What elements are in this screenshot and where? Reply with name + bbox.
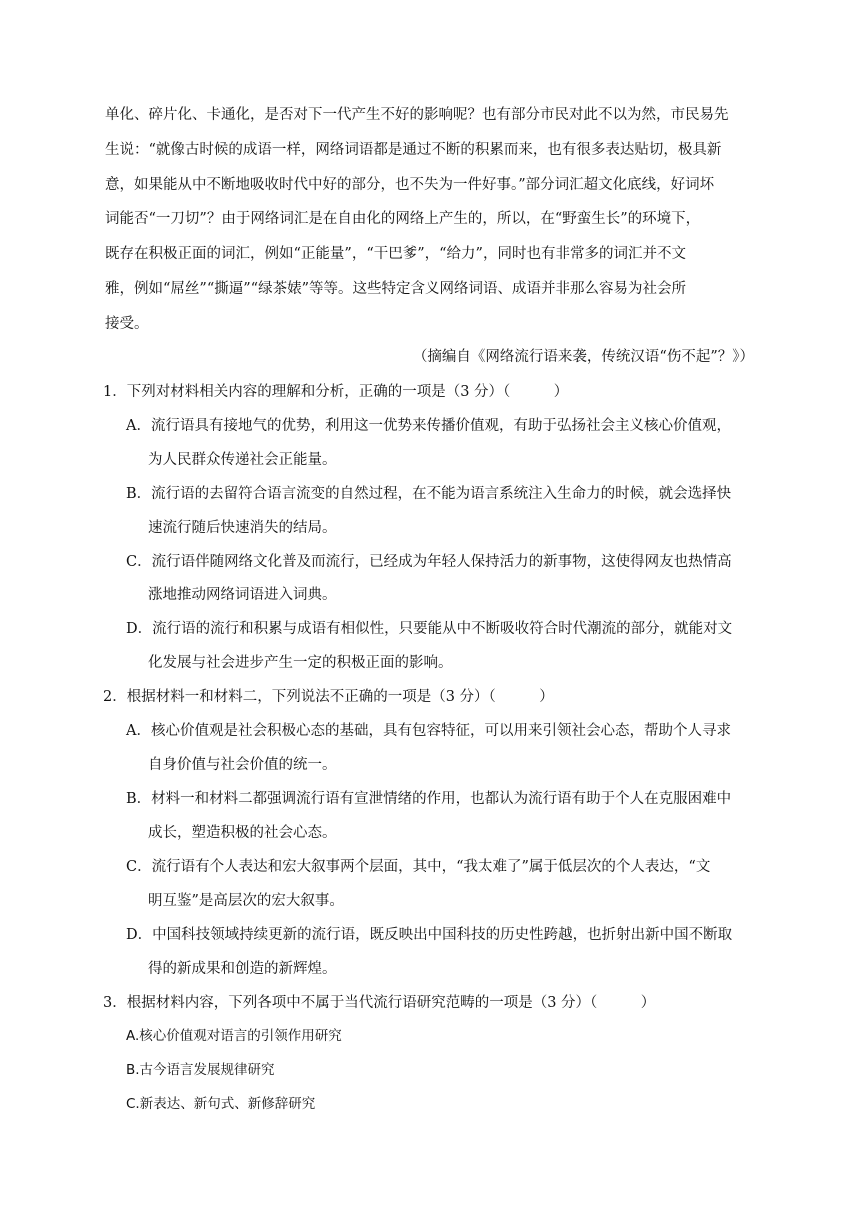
passage-line: 单化、碎片化、卡通化，是否对下一代产生不好的影响呢？也有部分市民对此不以为然，市民易先 [105, 107, 729, 123]
q3-option-b[interactable]: B.古今语言发展规律研究 [126, 1062, 275, 1078]
question-2-stem: 2．根据材料一和材料二，下列说法不正确的一项是（3 分）（ ） [103, 689, 554, 705]
passage-line: 生说：“就像古时候的成语一样，网络词语都是通过不断的积累而来，也有很多表达贴切，极具新 [105, 142, 722, 158]
question-3-stem: 3．根据材料内容，下列各项中不属于当代流行语研究范畴的一项是（3 分）（ ） [103, 995, 656, 1011]
q1-option-b[interactable]: B．流行语的去留符合语言流变的自然过程，在不能为语言系统注入生命力的时候，就会选择快 [126, 486, 732, 502]
q1-option-d[interactable]: D．流行语的流行和积累与成语有相似性，只要能从中不断吸收符合时代潮流的部分，就能对文 [126, 621, 733, 637]
q2-option-a[interactable]: A．核心价值观是社会积极心态的基础，具有包容特征，可以用来引领社会心态，帮助个人寻求 [126, 723, 731, 739]
passage-source: （摘编自《网络流行语来袭，传统汉语“伤不起”？》） [412, 349, 754, 365]
q1-option-a-cont: 为人民群众传递社会正能量。 [148, 452, 337, 468]
q1-option-a[interactable]: A．流行语具有接地气的优势，利用这一优势来传播价值观，有助于弘扬社会主义核心价值观， [126, 418, 731, 434]
q1-option-b-cont: 速流行随后快速消失的结局。 [148, 520, 337, 536]
q2-option-b[interactable]: B．材料一和材料二都强调流行语有宣泄情绪的作用，也都认为流行语有助于个人在克服困难中 [126, 791, 732, 807]
q2-option-a-cont: 自身价值与社会价值的统一。 [148, 757, 337, 773]
passage-line: 接受。 [105, 316, 149, 332]
q3-option-a[interactable]: A.核心价值观对语言的引领作用研究 [126, 1028, 342, 1044]
q2-option-d-cont: 得的新成果和创造的新辉煌。 [148, 961, 337, 977]
q2-option-c-cont: 明互鉴”是高层次的宏大叙事。 [148, 893, 344, 909]
q2-option-b-cont: 成长，塑造积极的社会心态。 [148, 825, 337, 841]
question-1-stem: 1．下列对材料相关内容的理解和分析，正确的一项是（3 分）（ ） [103, 384, 569, 400]
passage-line: 意，如果能从中不断地吸收时代中好的部分，也不失为一件好事。”部分词汇超文化底线，好词坏 [105, 177, 715, 193]
q1-option-d-cont: 化发展与社会进步产生一定的积极正面的影响。 [148, 655, 453, 671]
q2-option-c[interactable]: C．流行语有个人表达和宏大叙事两个层面，其中，“我太难了”属于低层次的个人表达，“文 [126, 859, 711, 875]
passage-line: 雅，例如“屌丝”“撕逼”“绿茶婊”等等。这些特定含义网络词语、成语并非那么容易为社会所 [105, 281, 686, 297]
q2-option-d[interactable]: D．中国科技领域持续更新的流行语，既反映出中国科技的历史性跨越，也折射出新中国不断取 [126, 927, 733, 943]
passage-line: 既存在积极正面的词汇，例如“正能量”，“干巴爹”，“给力”，同时也有非常多的词汇并不文 [105, 246, 686, 262]
q1-option-c-cont: 涨地推动网络词语进入词典。 [148, 587, 337, 603]
q1-option-c[interactable]: C．流行语伴随网络文化普及而流行，已经成为年轻人保持活力的新事物，这使得网友也热情高 [126, 554, 732, 570]
passage-line: 词能否“一刀切”？由于网络词汇是在自由化的网络上产生的，所以，在“野蛮生长”的环境下， [105, 211, 701, 227]
q3-option-c[interactable]: C.新表达、新句式、新修辞研究 [126, 1096, 316, 1112]
